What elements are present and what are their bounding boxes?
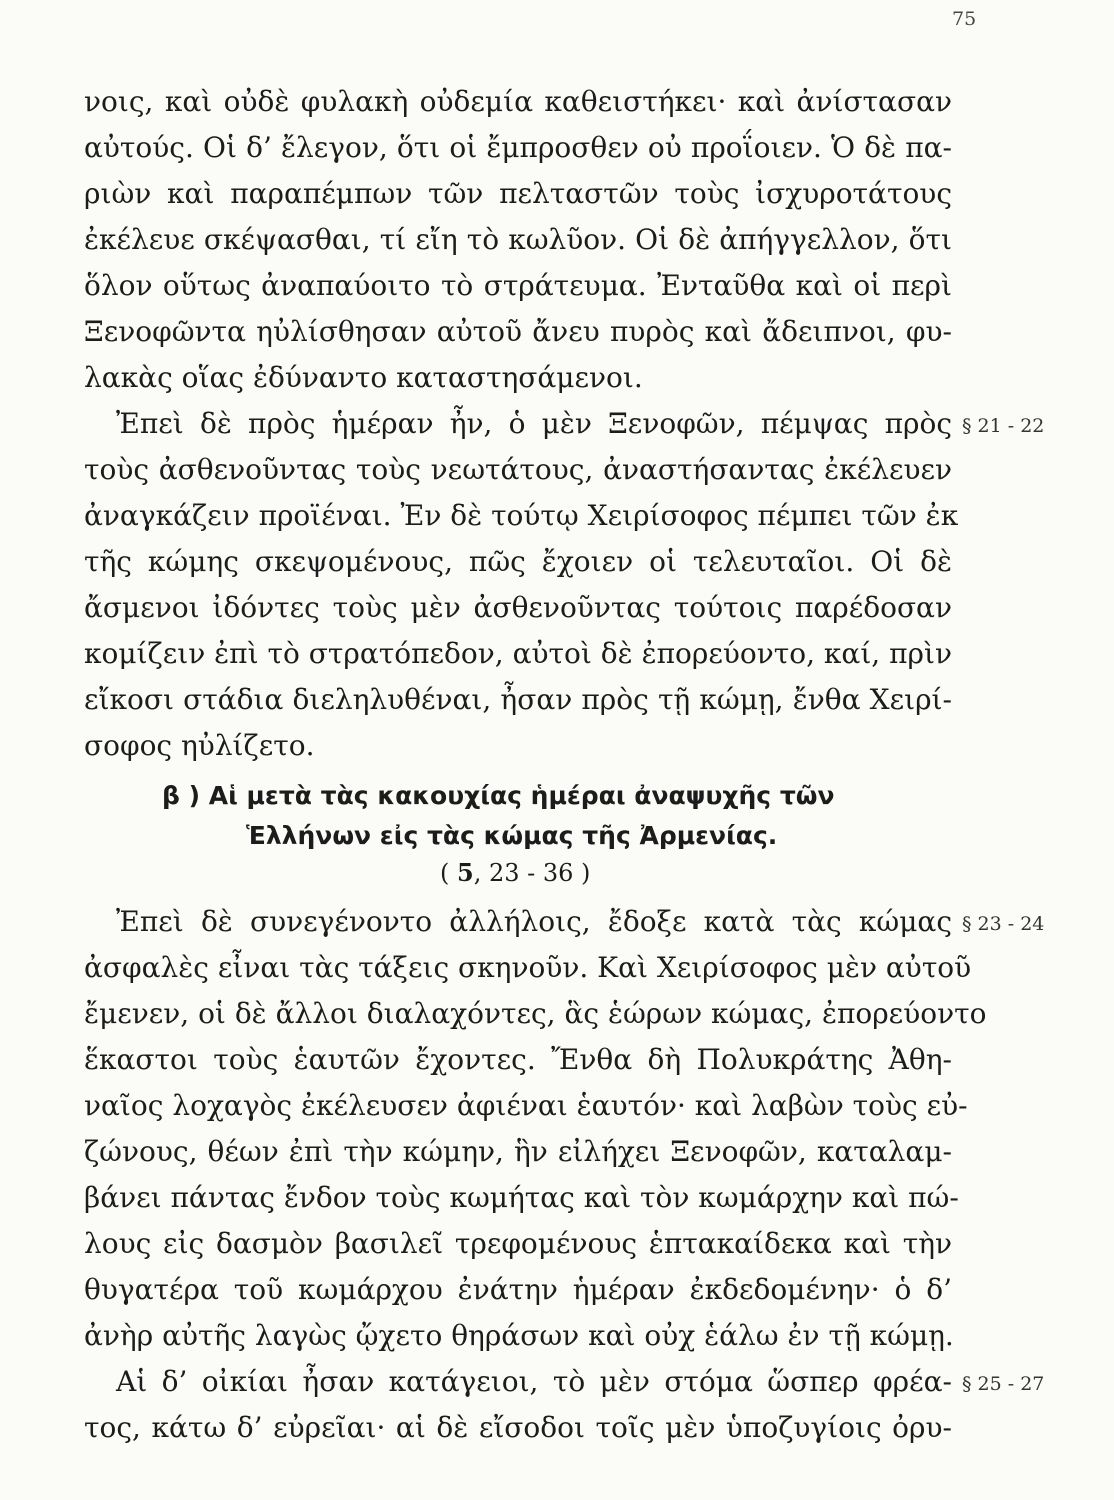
text-line: λακὰς οἵας ἐδύναντο καταστησάμενοι. — [84, 361, 643, 394]
text-line: βάνει πάντας ἔνδον τοὺς κωμήτας καὶ τὸν κωμάρχην καὶ πώ- — [84, 1181, 959, 1214]
text-line: ριὼν καὶ παραπέμπων τῶν πελταστῶν τοὺς ἰσχυροτάτους — [84, 177, 952, 210]
text-line: λους εἰς δασμὸν βασιλεῖ τρεφομένους ἑπτακαίδεκα καὶ τὴν — [84, 1227, 952, 1260]
text-line: σοφος ηὐλίζετο. — [84, 729, 315, 762]
text-line: ἀνὴρ αὐτῆς λαγὼς ᾤχετο θηράσων καὶ οὐχ ἑάλω ἐν τῇ κώμῃ. — [84, 1319, 954, 1352]
text-line: Ἐπεὶ δὲ πρὸς ἡμέραν ἦν, ὁ μὲν Ξενοφῶν, πέμψας πρὸς — [116, 407, 952, 440]
text-line: Αἱ δ’ οἰκίαι ἦσαν κατάγειοι, τὸ μὲν στόμα ὥσπερ φρέα- — [116, 1365, 952, 1398]
heading-ref-range: , 23 - 36 ) — [473, 859, 591, 887]
text-line: ναῖος λοχαγὸς ἐκέλευσεν ἀφιέναι ἑαυτόν· καὶ λαβὼν τοὺς εὐ- — [84, 1089, 968, 1122]
text-line: κομίζειν ἐπὶ τὸ στρατόπεδον, αὐτοὶ δὲ ἐπορεύοντο, καί, πρὶν — [84, 637, 952, 670]
text-line: ἔμενεν, οἱ δὲ ἄλλοι διαλαχόντες, ἃς ἑώρων κώμας, ἐπορεύοντο — [84, 997, 987, 1030]
text-line: τῆς κώμης σκεψομένους, πῶς ἔχοιεν οἱ τελευταῖοι. Οἱ δὲ — [84, 545, 952, 578]
text-line: ἕκαστοι τοὺς ἑαυτῶν ἔχοντες. Ἔνθα δὴ Πολυκράτης Ἀθη- — [84, 1043, 952, 1076]
margin-section-ref: § 23 - 24 — [962, 913, 1045, 935]
text-line: τος, κάτω δ’ εὐρεῖαι· αἱ δὲ εἴσοδοι τοῖς μὲν ὑποζυγίοις ὀρυ- — [84, 1411, 952, 1444]
heading-reference — [440, 858, 590, 887]
text-line: θυγατέρα τοῦ κωμάρχου ἐνάτην ἡμέραν ἐκδεδομένην· ὁ δ’ — [84, 1273, 952, 1306]
text-line: τοὺς ἀσθενοῦντας τοὺς νεωτάτους, ἀναστήσαντας ἐκέλευεν — [84, 453, 952, 486]
text-line: νοις, καὶ οὐδὲ φυλακὴ οὐδεμία καθειστήκει· καὶ ἀνίστασαν — [84, 85, 952, 118]
text-line: αὐτούς. Οἱ δ’ ἔλεγον, ὅτι οἱ ἔμπροσθεν οὐ προΐοιεν. Ὁ δὲ πα- — [84, 131, 952, 164]
text-line: ὅλον οὕτως ἀναπαύοιτο τὸ στράτευμα. Ἐνταῦθα καὶ οἱ περὶ — [84, 269, 952, 302]
page-number: 75 — [952, 8, 977, 30]
text-line: ἐκέλευε σκέψασθαι, τί εἴη τὸ κωλῦον. Οἱ δὲ ἀπήγγελλον, ὅτι — [84, 223, 952, 256]
margin-section-ref: § 21 - 22 — [962, 415, 1045, 437]
heading-line: β ) Αἱ μετὰ τὰς κακουχίας ἡμέραι ἀναψυχῆς τῶν — [162, 781, 835, 810]
text-line: ζώνους, θέων ἐπὶ τὴν κώμην, ἣν εἰλήχει Ξενοφῶν, καταλαμ- — [84, 1135, 952, 1168]
text-line: εἴκοσι στάδια διεληλυθέναι, ἦσαν πρὸς τῇ κώμῃ, ἔνθα Χειρί- — [84, 683, 952, 716]
heading-ref-open: ( — [440, 859, 457, 887]
text-line: Ἐπεὶ δὲ συνεγένοντο ἀλλήλοις, ἔδοξε κατὰ τὰς κώμας — [116, 905, 952, 938]
text-line: Ξενοφῶντα ηὐλίσθησαν αὐτοῦ ἄνευ πυρὸς καὶ ἄδειπνοι, φυ- — [84, 315, 952, 348]
heading-ref-book: 5 — [457, 858, 474, 887]
text-line: ἄσμενοι ἰδόντες τοὺς μὲν ἀσθενοῦντας τούτοις παρέδοσαν — [84, 591, 952, 624]
margin-section-ref: § 25 - 27 — [962, 1373, 1045, 1395]
text-line: ἀσφαλὲς εἶναι τὰς τάξεις σκηνοῦν. Καὶ Χειρίσοφος μὲν αὐτοῦ — [84, 951, 972, 984]
text-line: ἀναγκάζειν προϊέναι. Ἐν δὲ τούτῳ Χειρίσοφος πέμπει τῶν ἐκ — [84, 499, 959, 532]
heading-line: Ἑλλήνων εἰς τὰς κώμας τῆς Ἀρμενίας. — [246, 821, 778, 850]
